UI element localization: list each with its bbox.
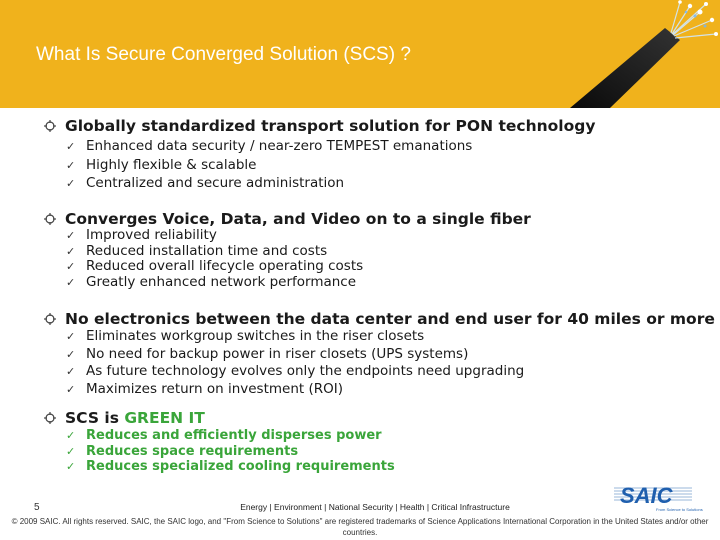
checkmark-icon: ✓ [66, 429, 76, 442]
list-item: ✓ Enhanced data security / near-zero TEMPEST emanations [66, 138, 473, 154]
saic-logo [612, 478, 703, 514]
checkmark-icon: ✓ [66, 365, 76, 378]
section-heading: No electronics between the data center and end user for 40 miles or more [44, 310, 715, 328]
list-item: ✓ Reduces and efficiently disperses power [66, 428, 382, 443]
section-pon [44, 117, 595, 192]
checkmark-icon: ✓ [66, 275, 76, 289]
list-item: ✓ No need for backup power in riser closets (UPS systems) [66, 345, 469, 362]
svg-text:From Science to Solutions: From Science to Solutions [656, 507, 703, 512]
list-item: ✓ Highly flexible & scalable [66, 156, 257, 173]
checkmark-icon: ✓ [66, 158, 76, 172]
slide-bullet-icon [44, 213, 56, 225]
section-no-electronics [44, 310, 715, 397]
list-item: ✓ As future technology evolves only the endpoints need upgrading [66, 363, 525, 379]
fiber-optic-image [530, 0, 720, 108]
footer-tagline: Energy | Environment | National Security | Health | Critical Infrastructure [240, 502, 510, 512]
slide-bullet-icon [44, 412, 56, 424]
checkmark-icon: ✓ [66, 444, 76, 458]
list-item: ✓ Eliminates workgroup switches in the riser closets [66, 328, 425, 344]
checkmark-icon: ✓ [66, 140, 76, 153]
green-it-highlight: GREEN IT [124, 409, 205, 427]
section-green-it [44, 409, 395, 475]
page-number: 5 [34, 502, 40, 513]
slide-bullet-icon [44, 313, 56, 325]
section-converges [44, 210, 531, 290]
checkmark-icon: ✓ [66, 260, 76, 273]
list-item: ✓ Reduced overall lifecycle operating costs [66, 258, 364, 274]
list-item: ✓ Reduces specialized cooling requirements [66, 459, 395, 474]
list-item: ✓ Improved reliability [66, 227, 217, 243]
section-heading: SCS is GREEN IT [44, 409, 395, 427]
list-item: ✓ Reduced installation time and costs [66, 242, 328, 259]
list-item: ✓ Reduces space requirements [66, 443, 299, 459]
list-item: ✓ Maximizes return on investment (ROI) [66, 380, 344, 397]
checkmark-icon: ✓ [66, 347, 76, 361]
checkmark-icon: ✓ [66, 382, 76, 396]
checkmark-icon: ✓ [66, 229, 76, 242]
list-item: ✓ Greatly enhanced network performance [66, 273, 357, 290]
title-bar [0, 0, 720, 108]
list-item: ✓ Centralized and secure administration [66, 175, 345, 191]
checkmark-icon: ✓ [66, 330, 76, 343]
checkmark-icon: ✓ [66, 177, 76, 190]
section-heading: Globally standardized transport solution for PON technology [44, 117, 595, 135]
section-heading: Converges Voice, Data, and Video on to a single fiber [44, 210, 531, 228]
slide-bullet-icon [44, 120, 56, 132]
checkmark-icon: ✓ [66, 460, 76, 473]
copyright-notice: © 2009 SAIC. All rights reserved. SAIC, the SAIC logo, and "From Science to Solutions" are registered trademarks of Science Applications International Corporation in the United States and/or other countries. [11, 517, 709, 537]
checkmark-icon: ✓ [66, 244, 76, 258]
svg-text:SAIC: SAIC [620, 483, 673, 508]
slide-title: What Is Secure Converged Solution (SCS) ? [36, 44, 411, 65]
